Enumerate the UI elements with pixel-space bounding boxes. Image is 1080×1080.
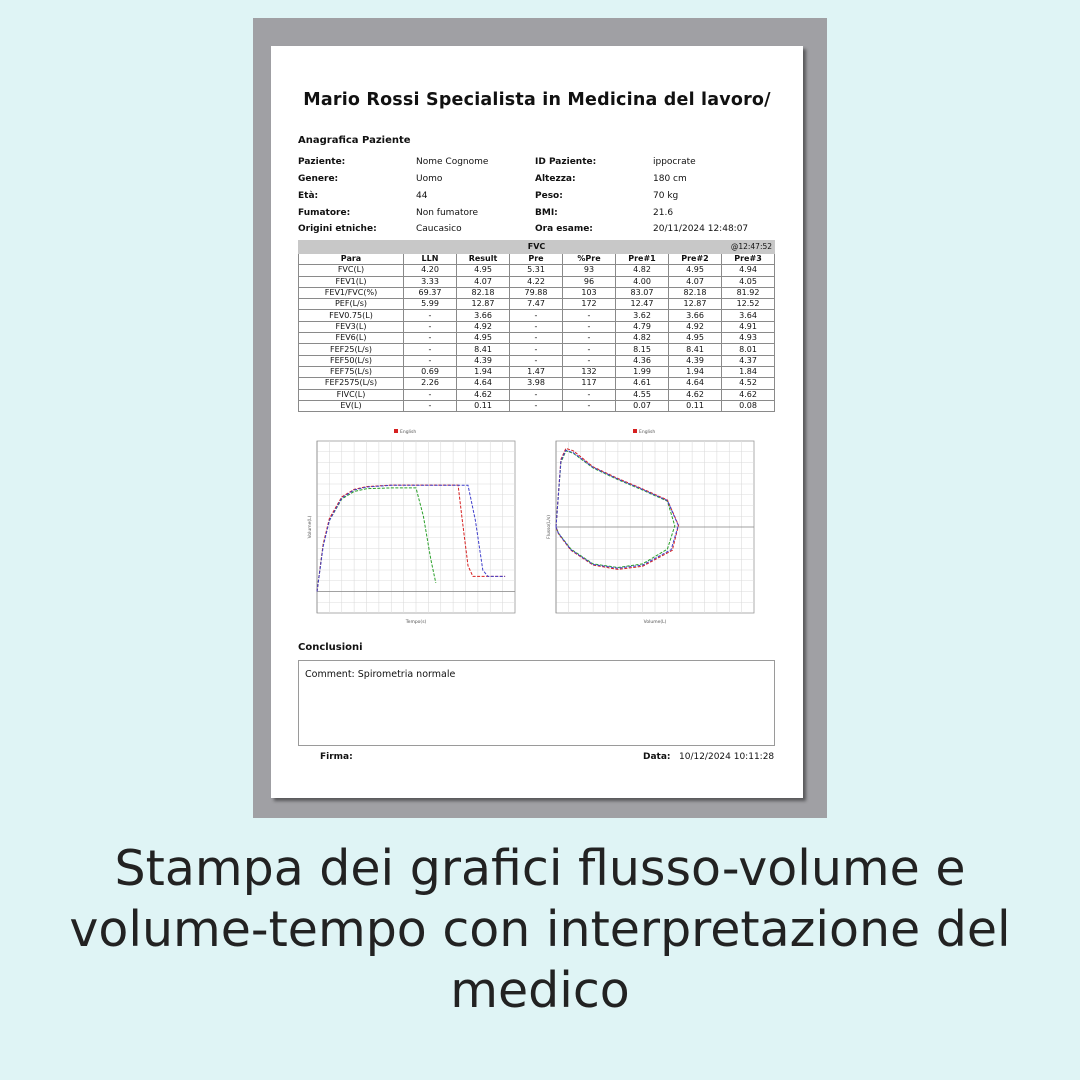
value-cell: 4.52	[722, 378, 775, 389]
column-header: Para	[299, 254, 404, 265]
value-cell: 12.87	[457, 299, 510, 310]
value-cell: -	[404, 400, 457, 411]
value-cell: 3.66	[457, 310, 510, 321]
patient-value: Non fumatore	[416, 208, 479, 218]
patient-value: Uomo	[416, 174, 443, 184]
column-header: LLN	[404, 254, 457, 265]
fvc-time: @12:47:52	[730, 242, 773, 251]
patient-value: 44	[416, 191, 428, 201]
value-cell: 4.20	[404, 265, 457, 276]
patient-label: Fumatore:	[298, 208, 351, 218]
column-header: Pre#3	[722, 254, 775, 265]
param-cell: FEF75(L/s)	[299, 366, 404, 377]
volume-time-chart	[301, 421, 519, 629]
value-cell: -	[563, 344, 616, 355]
value-cell: 2.26	[404, 378, 457, 389]
param-cell: FIVC(L)	[299, 389, 404, 400]
value-cell: 4.82	[616, 265, 669, 276]
value-cell: 12.87	[669, 299, 722, 310]
patient-value: 70 kg	[653, 191, 679, 201]
value-cell: 4.22	[510, 276, 563, 287]
value-cell: 1.94	[457, 366, 510, 377]
param-cell: FEV3(L)	[299, 321, 404, 332]
value-cell: 81.92	[722, 287, 775, 298]
fvc-table	[298, 240, 775, 412]
patient-value: 180 cm	[653, 174, 687, 184]
value-cell: 0.08	[722, 400, 775, 411]
value-cell: 4.07	[457, 276, 510, 287]
value-cell: 82.18	[669, 287, 722, 298]
patient-label: ID Paziente:	[535, 157, 597, 167]
table-row	[299, 310, 775, 321]
param-cell: PEF(L/s)	[299, 299, 404, 310]
value-cell: 93	[563, 265, 616, 276]
value-cell: 4.91	[722, 321, 775, 332]
patient-label: Paziente:	[298, 157, 346, 167]
value-cell: 0.07	[616, 400, 669, 411]
value-cell: 4.55	[616, 389, 669, 400]
x-axis-label: Volume(L)	[643, 620, 667, 625]
table-row	[299, 333, 775, 344]
table-row	[299, 378, 775, 389]
param-cell: FEV1/FVC(%)	[299, 287, 404, 298]
patient-value: 20/11/2024 12:48:07	[653, 224, 749, 234]
value-cell: -	[510, 400, 563, 411]
value-cell: 1.47	[510, 366, 563, 377]
value-cell: 4.95	[669, 265, 722, 276]
patient-value: ippocrate	[653, 157, 696, 167]
value-cell: 4.64	[457, 378, 510, 389]
patient-label: BMI:	[535, 208, 558, 218]
value-cell: 69.37	[404, 287, 457, 298]
value-cell: 117	[563, 378, 616, 389]
value-cell: 132	[563, 366, 616, 377]
legend-swatch	[394, 429, 398, 433]
value-cell: -	[404, 333, 457, 344]
caption-text: Stampa dei grafici flusso-volume e volume-tempo con interpretazione del medico	[69, 840, 1011, 1019]
column-header: Result	[457, 254, 510, 265]
patient-label: Altezza:	[535, 174, 576, 184]
patient-label: Ora esame:	[535, 224, 593, 234]
patient-value: Nome Cognome	[416, 157, 489, 167]
fvc-header-row	[299, 241, 775, 254]
value-cell: -	[510, 389, 563, 400]
value-cell: 4.05	[722, 276, 775, 287]
conclusioni-title: Conclusioni	[298, 642, 363, 653]
value-cell: -	[510, 310, 563, 321]
table-row	[299, 366, 775, 377]
table-row	[299, 299, 775, 310]
column-header: Pre#2	[669, 254, 722, 265]
legend-swatch	[633, 429, 637, 433]
value-cell: 103	[563, 287, 616, 298]
value-cell: -	[563, 310, 616, 321]
comment-text: Comment: Spirometria normale	[305, 669, 456, 680]
value-cell: 12.47	[616, 299, 669, 310]
value-cell: 7.47	[510, 299, 563, 310]
value-cell: 12.52	[722, 299, 775, 310]
value-cell: -	[563, 355, 616, 366]
table-row	[299, 276, 775, 287]
x-axis-label: Tempo(s)	[405, 620, 427, 625]
table-row	[299, 265, 775, 276]
param-cell: FEV1(L)	[299, 276, 404, 287]
table-row	[299, 287, 775, 298]
y-axis-label: Volume(L)	[308, 515, 313, 539]
flow-volume-chart	[540, 421, 758, 629]
patient-value: Caucasico	[416, 224, 462, 234]
value-cell: 1.99	[616, 366, 669, 377]
value-cell: 5.99	[404, 299, 457, 310]
column-header: Pre	[510, 254, 563, 265]
value-cell: 4.95	[457, 265, 510, 276]
value-cell: -	[510, 355, 563, 366]
value-cell: -	[404, 355, 457, 366]
table-row	[299, 400, 775, 411]
value-cell: 83.07	[616, 287, 669, 298]
table-row	[299, 389, 775, 400]
legend-text: English	[400, 430, 417, 435]
value-cell: 79.88	[510, 287, 563, 298]
param-cell: FVC(L)	[299, 265, 404, 276]
value-cell: 96	[563, 276, 616, 287]
value-cell: 0.11	[669, 400, 722, 411]
patient-label: Genere:	[298, 174, 339, 184]
value-cell: 4.61	[616, 378, 669, 389]
value-cell: 1.94	[669, 366, 722, 377]
value-cell: 3.33	[404, 276, 457, 287]
value-cell: 0.11	[457, 400, 510, 411]
value-cell: -	[404, 389, 457, 400]
value-cell: 8.15	[616, 344, 669, 355]
value-cell: 4.62	[457, 389, 510, 400]
value-cell: 4.93	[722, 333, 775, 344]
value-cell: 4.92	[669, 321, 722, 332]
conclusioni-box	[298, 660, 775, 746]
report-sheet	[271, 46, 803, 798]
value-cell: 4.62	[722, 389, 775, 400]
param-cell: FEV0.75(L)	[299, 310, 404, 321]
value-cell: 4.64	[669, 378, 722, 389]
report-title: Mario Rossi Specialista in Medicina del lavoro/	[303, 90, 771, 110]
value-cell: -	[510, 321, 563, 332]
patient-value: 21.6	[653, 208, 674, 218]
table-row	[299, 321, 775, 332]
value-cell: -	[404, 321, 457, 332]
value-cell: 8.41	[457, 344, 510, 355]
value-cell: 3.98	[510, 378, 563, 389]
fvc-title: FVC	[527, 242, 546, 251]
fvc-column-row	[299, 254, 775, 265]
value-cell: 0.69	[404, 366, 457, 377]
y-axis-label: Flusso(L/s)	[547, 514, 552, 540]
value-cell: 172	[563, 299, 616, 310]
value-cell: -	[510, 333, 563, 344]
value-cell: -	[563, 400, 616, 411]
table-row	[299, 344, 775, 355]
value-cell: 3.64	[722, 310, 775, 321]
column-header: Pre#1	[616, 254, 669, 265]
data-value: 10/12/2024 10:11:28	[679, 752, 775, 762]
value-cell: -	[404, 310, 457, 321]
value-cell: 4.95	[457, 333, 510, 344]
value-cell: -	[563, 333, 616, 344]
param-cell: FEF25(L/s)	[299, 344, 404, 355]
value-cell: 4.37	[722, 355, 775, 366]
value-cell: 4.79	[616, 321, 669, 332]
value-cell: 8.01	[722, 344, 775, 355]
value-cell: 4.00	[616, 276, 669, 287]
data-label: Data:	[643, 752, 671, 762]
value-cell: 4.36	[616, 355, 669, 366]
value-cell: -	[563, 389, 616, 400]
value-cell: 1.84	[722, 366, 775, 377]
value-cell: 4.82	[616, 333, 669, 344]
value-cell: 82.18	[457, 287, 510, 298]
column-header: %Pre	[563, 254, 616, 265]
value-cell: -	[563, 321, 616, 332]
value-cell: 4.95	[669, 333, 722, 344]
param-cell: FEF2575(L/s)	[299, 378, 404, 389]
param-cell: FEV6(L)	[299, 333, 404, 344]
value-cell: 4.39	[669, 355, 722, 366]
patient-label: Peso:	[535, 191, 563, 201]
param-cell: FEF50(L/s)	[299, 355, 404, 366]
value-cell: -	[510, 344, 563, 355]
anagrafica-title: Anagrafica Paziente	[298, 135, 411, 146]
value-cell: 4.39	[457, 355, 510, 366]
value-cell: 4.07	[669, 276, 722, 287]
param-cell: EV(L)	[299, 400, 404, 411]
value-cell: -	[404, 344, 457, 355]
value-cell: 8.41	[669, 344, 722, 355]
value-cell: 5.31	[510, 265, 563, 276]
value-cell: 3.66	[669, 310, 722, 321]
patient-label: Origini etniche:	[298, 224, 377, 234]
table-row	[299, 355, 775, 366]
value-cell: 4.62	[669, 389, 722, 400]
value-cell: 3.62	[616, 310, 669, 321]
firma-label: Firma:	[320, 752, 353, 762]
patient-label: Età:	[298, 191, 319, 201]
value-cell: 4.94	[722, 265, 775, 276]
legend-text: English	[639, 430, 656, 435]
value-cell: 4.92	[457, 321, 510, 332]
